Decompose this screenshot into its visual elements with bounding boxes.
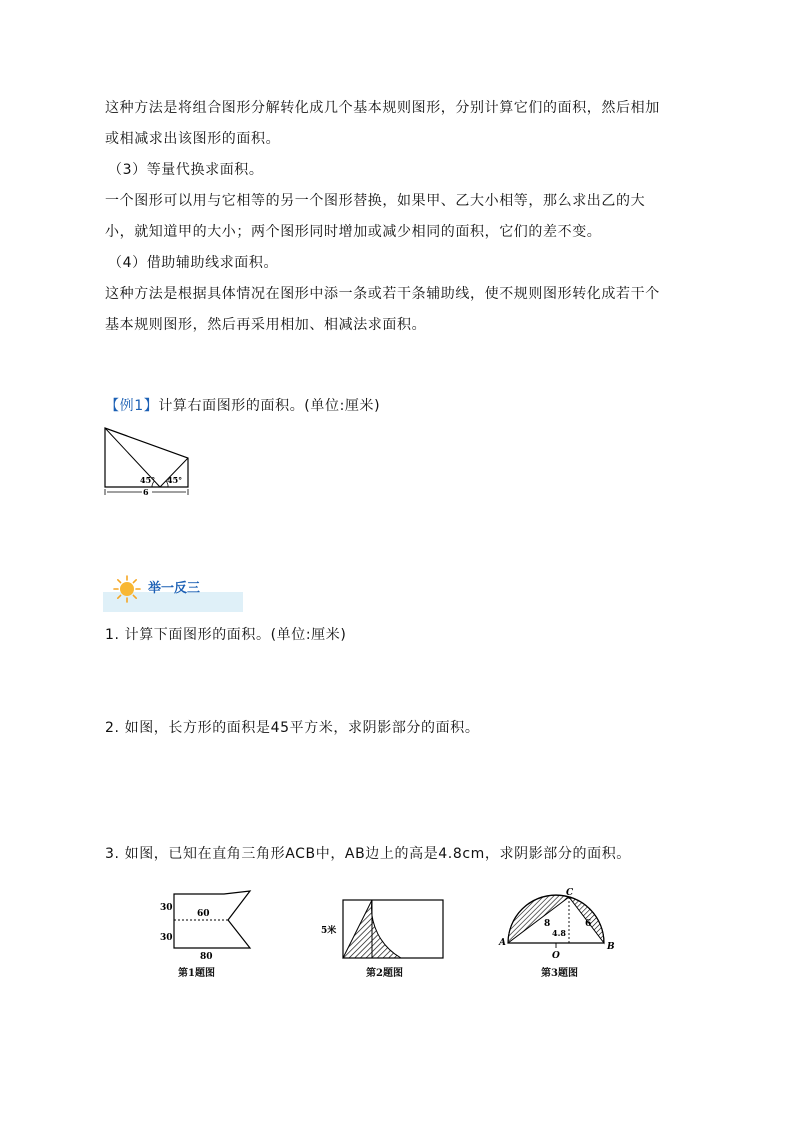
paragraph-line: 这种方法是根据具体情况在图形中添一条或若干条辅助线，使不规则图形转化成若干个 xyxy=(105,286,660,302)
sun-icon xyxy=(112,574,142,604)
angle-label-left: 45° xyxy=(140,475,156,485)
figure-2-side-label: 5米 xyxy=(321,926,337,936)
figure-1 xyxy=(158,888,258,963)
dimension-label: 6 xyxy=(143,487,149,496)
paragraph-line: 基本规则图形，然后再采用相加、相减法求面积。 xyxy=(105,317,427,333)
example-figure xyxy=(100,424,200,496)
figure-1-top-label: 30 xyxy=(160,903,173,913)
figure-2 xyxy=(318,898,448,962)
figure-1-caption: 第1题图 xyxy=(178,968,215,979)
point-b-label: B xyxy=(607,942,615,952)
example-heading xyxy=(105,396,380,416)
paragraph-line: 这种方法是将组合图形分解转化成几个基本规则图形，分别计算它们的面积，然后相加 xyxy=(105,100,660,116)
paragraph-line: 小，就知道甲的大小；两个图形同时增加或减少相同的面积，它们的差不变。 xyxy=(105,224,602,240)
list-item-heading: （4）借助辅助线求面积。 xyxy=(108,255,279,271)
example-text: 计算右面图形的面积。(单位:厘米) xyxy=(158,398,381,414)
figure-2-caption: 第2题图 xyxy=(366,968,403,979)
paragraph-line: 一个图形可以用与它相等的另一个图形替换，如果甲、乙大小相等，那么求出乙的大 xyxy=(105,193,646,209)
point-c-label: C xyxy=(566,888,574,898)
figure-3-caption: 第3题图 xyxy=(541,968,578,979)
question-2: 2. 如图，长方形的面积是45平方米，求阴影部分的面积。 xyxy=(105,720,480,736)
height-label: 4.8 xyxy=(552,928,566,938)
side-ac-label: 8 xyxy=(544,919,551,929)
point-o-label: O xyxy=(552,951,560,961)
list-item-heading: （3）等量代换求面积。 xyxy=(108,162,264,178)
example-label: 【例1】 xyxy=(105,398,159,414)
figure-3 xyxy=(494,886,619,962)
question-3: 3. 如图，已知在直角三角形ACB中，AB边上的高是4.8cm，求阴影部分的面积。 xyxy=(105,846,631,862)
angle-label-right: 45° xyxy=(167,475,183,485)
point-a-label: A xyxy=(499,938,506,948)
side-bc-label: 6 xyxy=(585,919,592,929)
figure-1-bottom-label: 30 xyxy=(160,933,173,943)
paragraph-line: 或相减求出该图形的面积。 xyxy=(105,131,281,147)
figure-1-base-label: 80 xyxy=(200,952,213,962)
figure-1-middle-label: 60 xyxy=(197,909,210,919)
question-1: 1. 计算下面图形的面积。(单位:厘米) xyxy=(105,627,347,643)
section-title: 举一反三 xyxy=(148,581,201,596)
